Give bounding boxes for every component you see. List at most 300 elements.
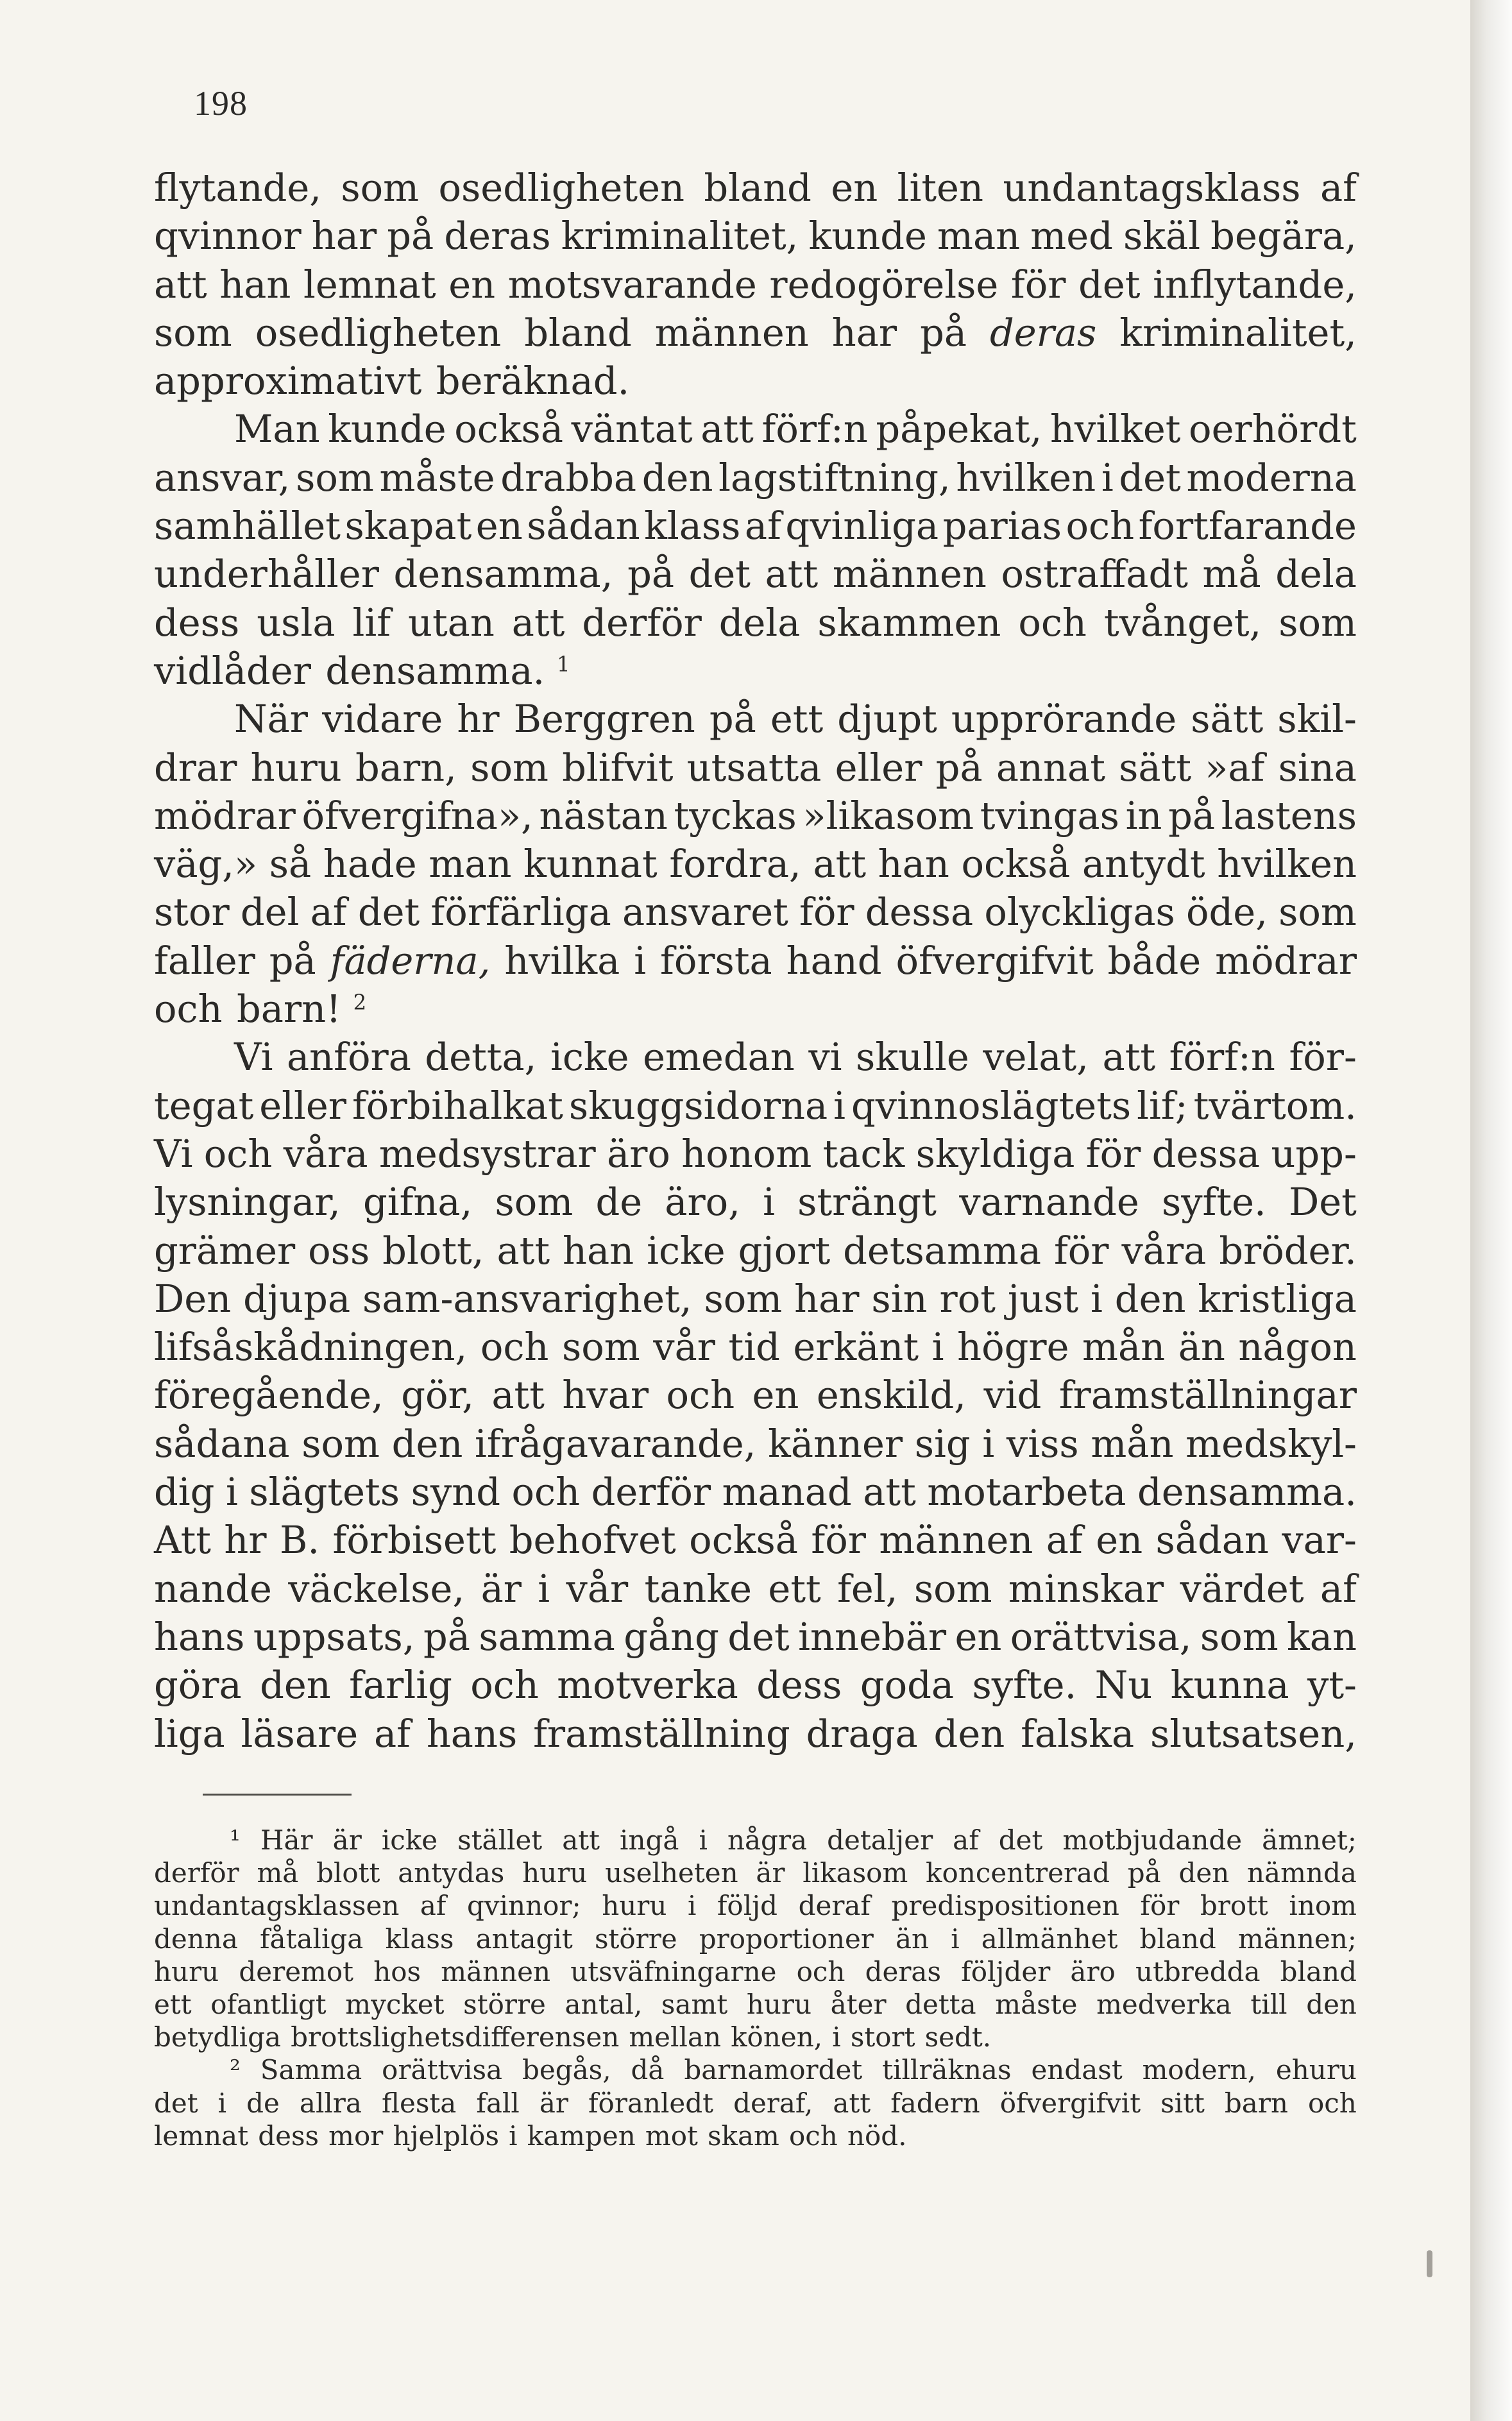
- word: tyckas: [674, 793, 797, 838]
- word: en: [448, 262, 496, 307]
- word: som: [913, 1566, 992, 1611]
- footnote-line: [154, 2087, 1357, 2119]
- word: ingå: [620, 1824, 679, 1856]
- word: huru: [602, 1890, 667, 1922]
- word: undantagsklass: [1003, 166, 1301, 210]
- word: att: [833, 2087, 871, 2119]
- word: bröder.: [1219, 1228, 1357, 1273]
- word: barn! $^2$: [236, 987, 367, 1032]
- word: tvärtom.: [1193, 1083, 1357, 1128]
- footnote-line: [154, 1923, 1357, 1955]
- word: vi: [808, 1035, 842, 1080]
- word: som: [154, 310, 232, 355]
- word: värdet: [1180, 1566, 1304, 1611]
- word: som: [704, 1276, 783, 1321]
- word: som: [302, 1421, 380, 1466]
- word: goda: [860, 1663, 955, 1708]
- word: barnamordet: [684, 2054, 863, 2086]
- word: deras: [989, 310, 1097, 355]
- word: koncentrerad: [926, 1857, 1110, 1889]
- word: våra: [1121, 1228, 1207, 1273]
- word: gjort: [738, 1228, 831, 1273]
- word: densamma,: [393, 552, 613, 597]
- word: mödrar: [154, 793, 296, 838]
- word: ¹: [230, 1824, 241, 1856]
- word: förf:n: [1169, 1035, 1275, 1080]
- word: som: [495, 1180, 573, 1225]
- word: fäderna,: [330, 938, 491, 983]
- word: på: [709, 697, 756, 742]
- footnote-line: [154, 1955, 1357, 1988]
- word: förf:n: [761, 407, 868, 452]
- word: åter: [830, 1988, 887, 2020]
- word: tvingas: [980, 793, 1119, 838]
- word: männen: [654, 310, 809, 355]
- word: männen: [879, 1518, 1033, 1563]
- word: rot: [939, 1276, 996, 1321]
- word: velat,: [983, 1035, 1089, 1080]
- word: och: [666, 1373, 735, 1418]
- word: motarbeta: [927, 1470, 1126, 1515]
- word: läsare: [241, 1711, 359, 1756]
- word: dig: [154, 1470, 215, 1515]
- word: som: [341, 166, 420, 210]
- word: stor: [154, 890, 230, 935]
- word: hvilken: [956, 455, 1096, 500]
- word: tid: [728, 1325, 780, 1370]
- word: tvånget,: [1103, 600, 1262, 645]
- word: mån: [1091, 1421, 1174, 1466]
- word: nande: [154, 1566, 272, 1611]
- word: Den: [154, 1276, 232, 1321]
- word: orättvisa: [382, 2054, 503, 2086]
- word: vidare: [322, 697, 443, 742]
- word: männen;: [1237, 1923, 1357, 1955]
- word: att: [154, 262, 207, 307]
- word: som: [1278, 600, 1357, 645]
- word: undantagsklassen: [154, 1890, 400, 1922]
- text-line: [154, 1710, 1357, 1758]
- word: dessa: [1151, 1131, 1261, 1176]
- word: och: [1018, 600, 1087, 645]
- word: just: [1007, 1276, 1079, 1321]
- word: må: [257, 1857, 299, 1889]
- word: qvinliga: [785, 504, 939, 548]
- word: det: [1078, 262, 1141, 307]
- word: öfvergifvit: [999, 2087, 1141, 2119]
- word: lifsåskådningen,: [154, 1325, 468, 1370]
- word: för: [811, 1518, 866, 1563]
- word: nästan: [539, 793, 668, 838]
- word: gifna,: [362, 1180, 473, 1225]
- text-line: [154, 888, 1357, 936]
- word: del: [240, 890, 300, 935]
- word: hvilken: [1217, 842, 1357, 887]
- word: klass: [385, 1923, 454, 1955]
- word: skil-: [1277, 697, 1357, 742]
- word: ifrågavarande,: [475, 1421, 756, 1466]
- word: tanke: [644, 1566, 752, 1611]
- word: för: [1085, 1131, 1141, 1176]
- word: skam: [708, 2119, 779, 2152]
- word: också: [454, 407, 563, 452]
- word: fall: [476, 2087, 520, 2119]
- word: predispositionen: [891, 1890, 1119, 1922]
- word: är: [332, 1824, 362, 1856]
- word: Berggren: [513, 697, 695, 742]
- word: väntat: [571, 407, 693, 452]
- word: det: [154, 2087, 198, 2119]
- word: i: [634, 938, 647, 983]
- word: en: [475, 504, 523, 548]
- word: och: [788, 2119, 838, 2152]
- word: dessa: [865, 890, 974, 935]
- word: i: [833, 1083, 846, 1128]
- word: kunna: [1170, 1663, 1289, 1708]
- word: på: [935, 745, 983, 790]
- word: det: [998, 1824, 1043, 1856]
- word: den: [1178, 1857, 1230, 1889]
- word: att: [511, 600, 565, 645]
- word: redogörelse: [769, 262, 999, 307]
- text-line: [154, 550, 1357, 598]
- word: en: [955, 1614, 1002, 1659]
- word: viss: [1006, 1421, 1079, 1466]
- word: på: [387, 214, 434, 259]
- word: han: [563, 1228, 634, 1273]
- word: antydt: [1082, 842, 1205, 887]
- word: sig: [914, 1421, 971, 1466]
- word: af: [1320, 1566, 1357, 1611]
- word: det: [727, 1614, 790, 1659]
- word: hjelplös: [393, 2119, 500, 2152]
- word: begås,: [522, 2054, 611, 2086]
- word: hr: [224, 1518, 267, 1563]
- word: motsvarande: [507, 262, 757, 307]
- footnotes: [154, 1824, 1357, 2152]
- word: hvilka: [504, 938, 620, 983]
- word: samma: [479, 1614, 615, 1659]
- word: deras: [444, 214, 551, 259]
- word: har: [794, 1276, 860, 1321]
- word: vid: [983, 1373, 1042, 1418]
- word: förbihalkat: [352, 1083, 563, 1128]
- word: ²: [230, 2054, 241, 2086]
- word: proportioner: [699, 1923, 874, 1955]
- word: anföra: [286, 1035, 411, 1080]
- word: sätt: [1191, 697, 1264, 742]
- word: »likasom: [803, 793, 974, 838]
- word: mycket: [345, 1988, 445, 2020]
- word: våra: [283, 1131, 368, 1176]
- footnote-line: [154, 2021, 1357, 2053]
- word: förbisett: [332, 1518, 497, 1563]
- text-line: [154, 1661, 1357, 1709]
- word: ämnet;: [1262, 1824, 1357, 1856]
- word: männen: [441, 1955, 551, 1987]
- word: hr: [457, 697, 500, 742]
- word: af: [420, 1890, 446, 1922]
- word: bland: [1280, 1955, 1357, 1987]
- word: medskyl-: [1185, 1421, 1357, 1466]
- word: detta,: [425, 1035, 537, 1080]
- word: lastens: [1221, 793, 1357, 838]
- word: då: [631, 2054, 665, 2086]
- word: den: [933, 1711, 1005, 1756]
- word: ett: [768, 1566, 821, 1611]
- word: inflytande,: [1153, 262, 1357, 307]
- word: det: [688, 552, 751, 597]
- text-line: [154, 1420, 1357, 1468]
- word: denna: [154, 1923, 238, 1955]
- word: fåtaliga: [260, 1923, 364, 1955]
- word: i: [982, 1421, 995, 1466]
- text-line: [154, 985, 1357, 1033]
- word: densamma. $^1$: [325, 648, 570, 693]
- word: falska: [1021, 1711, 1135, 1756]
- word: bland: [524, 310, 632, 355]
- word: blott,: [382, 1228, 484, 1273]
- word: ett: [770, 697, 824, 742]
- word: icke: [647, 1228, 726, 1273]
- word: ostraffadt: [1001, 552, 1188, 597]
- word: draga: [806, 1711, 918, 1756]
- word: med: [1030, 214, 1113, 259]
- page-number: 198: [194, 84, 248, 123]
- word: på: [627, 552, 675, 597]
- word: än: [896, 1923, 930, 1955]
- word: samhället: [154, 504, 341, 548]
- word: approximativt: [154, 359, 422, 404]
- text-line: [154, 1516, 1357, 1564]
- word: göra: [154, 1663, 242, 1708]
- scan-speck: [1427, 2250, 1432, 2277]
- text-line: [154, 647, 1357, 695]
- word: modern,: [1142, 2054, 1256, 2086]
- word: i: [217, 2087, 227, 2119]
- word: derför: [154, 1857, 239, 1889]
- word: är: [539, 2087, 568, 2119]
- word: skyldiga: [915, 1131, 1075, 1176]
- text-line: [154, 1613, 1357, 1661]
- word: ehuru: [1275, 2054, 1357, 2086]
- word: allmänhet: [981, 1923, 1118, 1955]
- word: och: [470, 1663, 539, 1708]
- text-line: [154, 1082, 1357, 1130]
- word: kunnat: [523, 842, 658, 887]
- word: hvilket: [1050, 407, 1181, 452]
- word: stället: [457, 1824, 543, 1856]
- word: mödrar: [1215, 938, 1357, 983]
- word: icke: [550, 1035, 629, 1080]
- word: af: [310, 890, 347, 935]
- text-line: [154, 1275, 1357, 1323]
- text-line: [154, 599, 1357, 647]
- word: dess: [258, 2119, 319, 2152]
- word: på: [920, 310, 967, 355]
- text-line: [154, 1130, 1357, 1178]
- word: Samma: [260, 2054, 362, 2086]
- word: fortfarande: [1138, 504, 1357, 548]
- word: bland: [1139, 1923, 1216, 1955]
- word: lemnat: [154, 2119, 249, 2152]
- word: på: [1127, 1857, 1161, 1889]
- word: som: [1200, 1614, 1278, 1659]
- word: på: [1168, 793, 1216, 838]
- word: mor: [328, 2119, 384, 2152]
- word: sådan: [1155, 1518, 1269, 1563]
- word: den: [1114, 1276, 1186, 1321]
- word: i: [699, 1824, 708, 1856]
- word: huru: [154, 1955, 219, 1987]
- word: deraf,: [733, 2087, 813, 2119]
- word: äro,: [665, 1180, 740, 1225]
- word: af: [953, 1824, 979, 1856]
- word: vår: [566, 1566, 629, 1611]
- word: att: [1102, 1035, 1156, 1080]
- word: större: [594, 1923, 677, 1955]
- text-line: [154, 309, 1357, 357]
- word: väg,»: [154, 842, 258, 887]
- word: motbjudande: [1062, 1824, 1243, 1856]
- word: liga: [154, 1711, 225, 1756]
- word: öde,: [1185, 890, 1268, 935]
- word: Man: [234, 407, 320, 452]
- word: i: [1091, 1276, 1103, 1321]
- text-line: [154, 1227, 1357, 1275]
- text-line: [154, 357, 1357, 405]
- word: fordra,: [669, 842, 801, 887]
- word: som: [470, 745, 548, 790]
- word: yt-: [1307, 1663, 1357, 1708]
- word: synd: [411, 1470, 500, 1515]
- footnote-line: [154, 1988, 1357, 2021]
- word: Vi: [234, 1035, 273, 1080]
- word: än: [1178, 1325, 1225, 1370]
- footnote-divider: [203, 1794, 352, 1796]
- word: oerhördt: [1189, 407, 1357, 452]
- word: varnande: [959, 1180, 1139, 1225]
- word: en: [1096, 1518, 1143, 1563]
- word: i: [225, 1470, 238, 1515]
- word: oss: [308, 1228, 370, 1273]
- word: underhåller: [154, 552, 379, 597]
- word: drabba: [500, 455, 637, 500]
- word: så: [269, 842, 312, 887]
- word: sam-ansvarighet,: [362, 1276, 692, 1321]
- word: kriminalitet,: [1119, 310, 1357, 355]
- word: slägtets: [249, 1470, 400, 1515]
- word: och: [480, 1325, 549, 1370]
- word: begära,: [1210, 214, 1357, 259]
- word: minskar: [1008, 1566, 1164, 1611]
- word: syfte.: [972, 1663, 1077, 1708]
- word: att: [863, 1470, 916, 1515]
- word: hans: [154, 1614, 245, 1659]
- text-line: [154, 164, 1357, 212]
- word: den: [260, 1663, 331, 1708]
- word: måste: [379, 455, 495, 500]
- text-line: [154, 212, 1357, 260]
- word: klass: [644, 504, 741, 548]
- word: kriminalitet,: [561, 214, 799, 259]
- word: den: [391, 1421, 463, 1466]
- text-line: [154, 792, 1357, 840]
- word: gör,: [401, 1373, 474, 1418]
- word: är: [756, 1857, 785, 1889]
- word: framställningar: [1058, 1373, 1357, 1418]
- footnote-line: [154, 2119, 1357, 2152]
- word: på: [269, 938, 316, 983]
- word: var-: [1282, 1518, 1357, 1563]
- word: derför: [582, 600, 702, 645]
- word: att: [497, 1228, 550, 1273]
- footnote-marker: 2: [353, 990, 367, 1015]
- word: deremot: [239, 1955, 354, 1987]
- word: utsväfningarne: [570, 1955, 777, 1987]
- word: lif: [352, 600, 391, 645]
- word: att: [701, 407, 754, 452]
- word: huru: [250, 745, 342, 790]
- word: tegat: [154, 1083, 254, 1128]
- word: första: [659, 938, 772, 983]
- word: för-: [1289, 1035, 1357, 1080]
- word: dela: [1275, 552, 1357, 597]
- word: barn,: [355, 745, 457, 790]
- word: Vi: [154, 1131, 193, 1176]
- word: densamma.: [1137, 1470, 1357, 1515]
- word: antagit: [475, 1923, 573, 1955]
- word: mån: [1082, 1325, 1166, 1370]
- footnote-line: [154, 1889, 1357, 1922]
- word: motverka: [557, 1663, 738, 1708]
- word: den: [1306, 1988, 1357, 2020]
- word: behofvet: [509, 1518, 676, 1563]
- word: är: [480, 1566, 522, 1611]
- word: hans: [426, 1711, 518, 1756]
- word: sina: [1278, 745, 1357, 790]
- word: af: [1046, 1518, 1083, 1563]
- word: icke: [381, 1824, 438, 1856]
- word: honom: [681, 1131, 812, 1176]
- word: han: [219, 262, 291, 307]
- word: det: [1119, 455, 1181, 500]
- word: öfvergifna»,: [302, 793, 533, 838]
- word: högre: [957, 1325, 1069, 1370]
- word: detsamma: [843, 1228, 1042, 1273]
- word: enskild,: [816, 1373, 967, 1418]
- word: tillräknas: [882, 2054, 1012, 2086]
- word: flesta: [381, 2087, 457, 2119]
- word: huru: [522, 1857, 588, 1889]
- word: på: [423, 1614, 470, 1659]
- word: ett: [154, 1988, 192, 2020]
- word: till: [1250, 1988, 1287, 2020]
- text-line: [154, 1371, 1357, 1419]
- word: olyckligas: [984, 890, 1175, 935]
- word: orättvisa,: [1010, 1614, 1192, 1659]
- text-line: [154, 1033, 1357, 1081]
- word: skapat: [344, 504, 472, 548]
- word: könen,: [731, 2021, 823, 2053]
- word: att: [562, 1824, 600, 1856]
- word: sätt: [1119, 745, 1192, 790]
- word: drar: [154, 745, 237, 790]
- word: brott: [1200, 1890, 1268, 1922]
- word: vidlåder: [154, 648, 311, 693]
- word: brottslighetsdifferensen: [291, 2021, 620, 2053]
- word: nöd.: [847, 2119, 907, 2152]
